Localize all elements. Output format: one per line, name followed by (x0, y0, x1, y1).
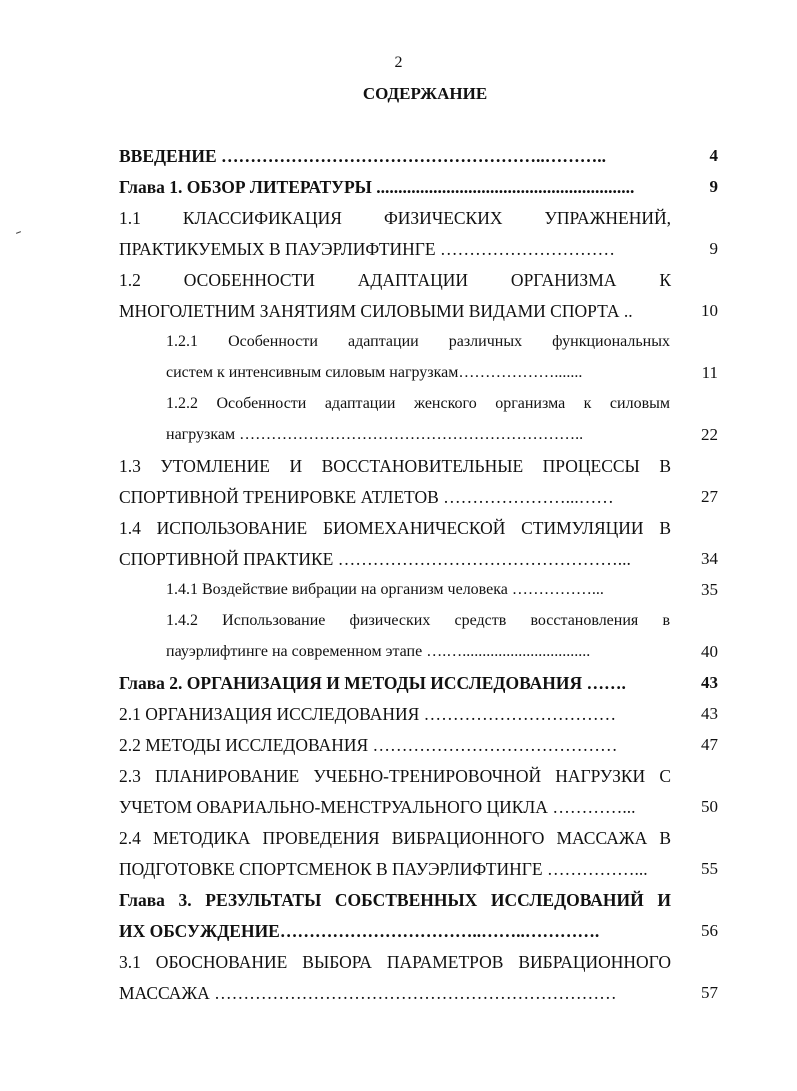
toc-entry-2-3-line-2[interactable] (119, 792, 718, 822)
toc-entry-title-cont: систем к интенсивным силовым нагрузкам………………....... (166, 364, 583, 381)
page-number: 2 (394, 54, 403, 71)
toc-entry-title: ВВЕДЕНИЕ ………………………………………………..……….. (119, 146, 607, 166)
toc-entry-page: 47 (701, 735, 718, 754)
toc-entry-title: 1.2.2 Особенности адаптации женского организма к силовым (166, 395, 670, 412)
toc-entry-page: 40 (701, 642, 718, 661)
toc-entry-chapter-3-line-2[interactable] (119, 916, 718, 946)
toc-entry-page: 34 (701, 549, 718, 568)
toc-entry-1-2-2-line-1[interactable] (166, 389, 670, 419)
toc-entry-title: 2.3 ПЛАНИРОВАНИЕ УЧЕБНО-ТРЕНИРОВОЧНОЙ НАГРУЗКИ С (119, 766, 671, 786)
toc-entry-3-1-line-2[interactable] (119, 978, 718, 1008)
toc-entry-page: 10 (701, 301, 718, 320)
toc-entry-1-4-1[interactable] (166, 575, 718, 605)
toc-entry-title-cont: нагрузкам ……………………………………………………….. (166, 426, 584, 443)
toc-entry-page: 50 (701, 797, 718, 816)
toc-entry-title: 2.2 МЕТОДЫ ИССЛЕДОВАНИЯ …………………………………… (119, 735, 618, 755)
toc-entry-title-cont: МАССАЖА …………………………………………………………… (119, 983, 617, 1003)
toc-entry-1-4-2-line-2[interactable] (166, 637, 718, 667)
toc-entry-1-1-line-2[interactable] (119, 234, 718, 264)
toc-entry-title-cont: СПОРТИВНОЙ ТРЕНИРОВКЕ АТЛЕТОВ …………………...…… (119, 487, 614, 507)
toc-entry-2-4-line-2[interactable] (119, 854, 718, 884)
toc-entry-page: 55 (701, 859, 718, 878)
toc-entry-title: 1.2 ОСОБЕННОСТИ АДАПТАЦИИ ОРГАНИЗМА К (119, 270, 671, 290)
toc-entry-title: 1.4 ИСПОЛЬЗОВАНИЕ БИОМЕХАНИЧЕСКОЙ СТИМУЛЯЦИИ В (119, 518, 671, 538)
toc-entry-title: Глава 3. РЕЗУЛЬТАТЫ СОБСТВЕННЫХ ИССЛЕДОВАНИЙ И (119, 890, 671, 910)
toc-entry-page: 27 (701, 487, 718, 506)
toc-entry-page: 11 (701, 363, 718, 382)
toc-entry-page: 22 (701, 425, 718, 444)
toc-entry-title: 1.3 УТОМЛЕНИЕ И ВОССТАНОВИТЕЛЬНЫЕ ПРОЦЕССЫ В (119, 456, 671, 476)
toc-entry-2-2[interactable] (119, 730, 718, 760)
toc-entry-title-cont: СПОРТИВНОЙ ПРАКТИКЕ …………………………………………... (119, 549, 631, 569)
toc-entry-title: 3.1 ОБОСНОВАНИЕ ВЫБОРА ПАРАМЕТРОВ ВИБРАЦИОННОГО (119, 952, 671, 972)
toc-entry-title: 1.4.1 Воздействие вибрации на организм человека ……………... (166, 581, 604, 598)
toc-entry-3-1-line-1[interactable] (119, 947, 671, 977)
toc-entry-title-cont: пауэрлифтинге на современном этапе ….…................................ (166, 643, 591, 660)
toc-entry-title-cont: ПРАКТИКУЕМЫХ В ПАУЭРЛИФТИНГЕ ………………………… (119, 239, 615, 259)
toc-entry-page: 9 (709, 177, 718, 196)
page-title: СОДЕРЖАНИЕ (362, 84, 488, 103)
toc-entry-1-3-line-1[interactable] (119, 451, 671, 481)
toc-entry-1-4-line-1[interactable] (119, 513, 671, 543)
toc-entry-2-4-line-1[interactable] (119, 823, 671, 853)
toc-entry-title: Глава 1. ОБЗОР ЛИТЕРАТУРЫ ........................................................... (119, 177, 635, 197)
toc-entry-1-2-line-1[interactable] (119, 265, 671, 295)
toc-entry-chapter-2[interactable] (119, 668, 718, 698)
toc-entry-page: 35 (701, 580, 718, 599)
toc-entry-title-cont: ПОДГОТОВКЕ СПОРТСМЕНОК В ПАУЭРЛИФТИНГЕ ……………... (119, 859, 648, 879)
toc-entry-2-1[interactable] (119, 699, 718, 729)
scan-mark (16, 231, 21, 234)
toc-entry-2-3-line-1[interactable] (119, 761, 671, 791)
toc-entry-title-cont: УЧЕТОМ ОВАРИАЛЬНО-МЕНСТРУАЛЬНОГО ЦИКЛА …………... (119, 797, 636, 817)
toc-entry-page: 9 (709, 239, 718, 258)
toc-entry-1-1-line-1[interactable] (119, 203, 671, 233)
toc-entry-page: 43 (701, 673, 718, 692)
toc-entry-1-4-line-2[interactable] (119, 544, 718, 574)
toc-entry-1-2-2-line-2[interactable] (166, 420, 718, 450)
toc-entry-title: 1.4.2 Использование физических средств восстановления в (166, 612, 670, 629)
toc-entry-page: 56 (701, 921, 718, 940)
toc-entry-title: 1.1 КЛАССИФИКАЦИЯ ФИЗИЧЕСКИХ УПРАЖНЕНИЙ, (119, 208, 671, 228)
toc-entry-title: 2.1 ОРГАНИЗАЦИЯ ИССЛЕДОВАНИЯ …………………………… (119, 704, 617, 724)
toc-entry-title: Глава 2. ОРГАНИЗАЦИЯ И МЕТОДЫ ИССЛЕДОВАНИЯ ……. (119, 673, 626, 693)
toc-entry-title: 1.2.1 Особенности адаптации различных функциональных (166, 333, 670, 350)
toc-entry-1-2-line-2[interactable] (119, 296, 718, 326)
toc-entry-title-cont: ИХ ОБСУЖДЕНИЕ……………………………..……..…………. (119, 921, 600, 941)
toc-entry-title: 2.4 МЕТОДИКА ПРОВЕДЕНИЯ ВИБРАЦИОННОГО МАССАЖА В (119, 828, 671, 848)
toc-entry-1-3-line-2[interactable] (119, 482, 718, 512)
toc-entry-page: 57 (701, 983, 718, 1002)
toc-entry-page: 4 (709, 146, 718, 165)
toc-entry-chapter-3-line-1[interactable] (119, 885, 671, 915)
toc-entry-1-4-2-line-1[interactable] (166, 606, 670, 636)
toc-entry-chapter-1[interactable] (119, 172, 718, 202)
toc-entry-1-2-1-line-1[interactable] (166, 327, 670, 357)
toc-entry-1-2-1-line-2[interactable] (166, 358, 718, 388)
toc-entry-title-cont: МНОГОЛЕТНИМ ЗАНЯТИЯМ СИЛОВЫМИ ВИДАМИ СПОРТА .. (119, 301, 633, 321)
toc-entry-intro[interactable] (119, 141, 718, 171)
toc-entry-page: 43 (701, 704, 718, 723)
